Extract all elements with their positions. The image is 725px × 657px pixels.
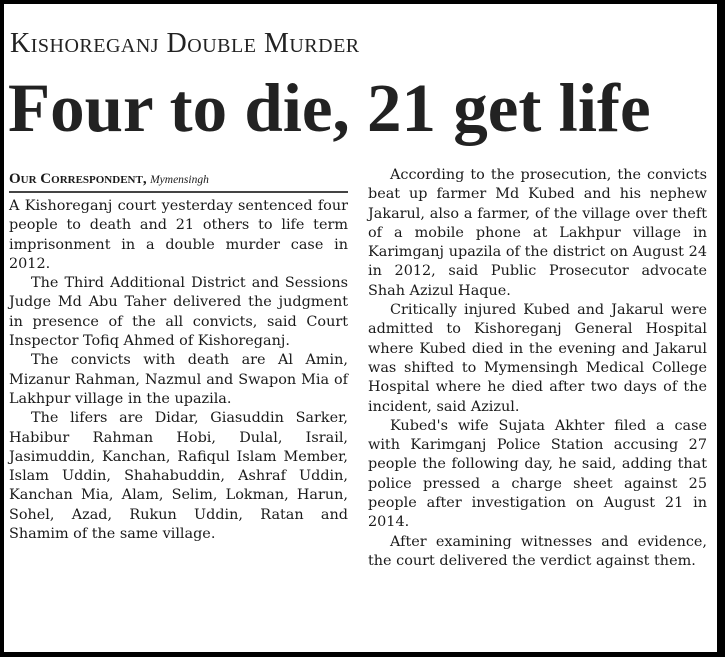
paragraph: Critically injured Kubed and Jakarul were admitted to Kishoreganj General Hospital where Kubed died in the evening and Jakarul was shifted to Mymensingh Medical College Hospital where he died after two days of the incident, said Azizul.: [368, 302, 707, 415]
article-headline: Four to die, 21 get life: [8, 70, 651, 146]
article-column-left: [9, 170, 348, 544]
frame-left-border: [0, 0, 4, 657]
paragraph: The Third Additional District and Sessions Judge Md Abu Taher delivered the judgment in presence of the all convicts, said Court Inspector Tofiq Ahmed of Kishoreganj.: [9, 275, 348, 350]
paragraph: A Kishoreganj court yesterday sentenced four people to death and 21 others to life term imprisonment in a double murder case in 2012.: [9, 198, 348, 272]
paragraph: The convicts with death are Al Amin, Mizanur Rahman, Nazmul and Swapon Mia of Lakhpur village in the upazila.: [9, 352, 348, 407]
frame-bottom-border: [0, 652, 725, 657]
byline-author: Our Correspondent,: [9, 171, 147, 187]
byline-location: Mymensingh: [150, 174, 209, 186]
article-column-right: [368, 166, 707, 571]
section-kicker: Kishoreganj Double Murder: [10, 28, 360, 59]
frame-top-border: [0, 0, 725, 4]
paragraph: Kubed's wife Sujata Akhter filed a case with Karimganj Police Station accusing 27 people the following day, he said, adding that police pressed a charge sheet against 25 people after investigation on August 21 in 2014.: [368, 417, 707, 531]
paragraph: According to the prosecution, the convicts beat up farmer Md Kubed and his nephew Jakarul, also a farmer, of the village over theft of a mobile phone at Lakhpur village in Karimganj upazila of the district on August 24 in 2012, said Public Prosecutor advocate Shah Azizul Haque.: [368, 167, 707, 299]
frame-right-border: [717, 0, 725, 657]
byline: [9, 170, 348, 193]
paragraph: After examining witnesses and evidence, the court delivered the verdict against them.: [368, 533, 707, 569]
paragraph: The lifers are Didar, Giasuddin Sarker, Habibur Rahman Hobi, Dulal, Israil, Jasimuddin, Kanchan, Rafiqul Islam Member, Islam Uddin, Shahabuddin, Ashraf Uddin, Kanchan Mia, Alam, Selim, Lokman, Harun, Sohel, Azad, Rukun Uddin, Ratan and Shamim of the same village.: [9, 410, 348, 543]
